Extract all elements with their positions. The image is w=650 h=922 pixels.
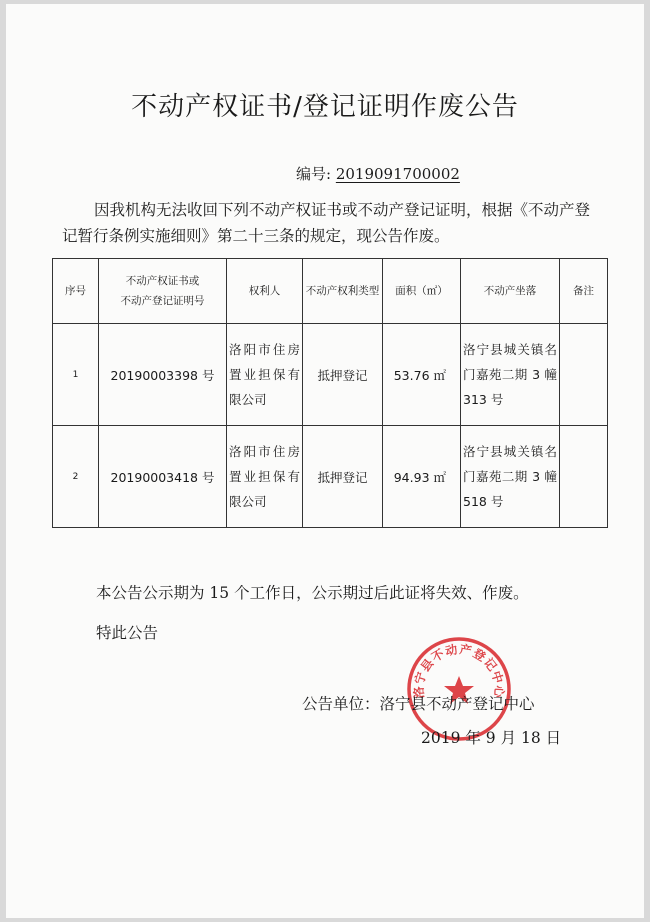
special-notice: 特此公告 [96, 624, 159, 642]
closing-paragraph: 本公告公示期为 15 个工作日，公示期过后此证将失效、作废。 [96, 584, 529, 602]
cell-type: 抵押登记 [303, 426, 383, 528]
header-no: 序号 [53, 259, 99, 324]
header-location: 不动产坐落 [461, 259, 560, 324]
cell-type: 抵押登记 [303, 324, 383, 426]
document-page [6, 4, 644, 918]
cell-cert: 20190003418 号 [99, 426, 227, 528]
table-row [53, 426, 608, 528]
header-holder: 权利人 [227, 259, 303, 324]
header-type: 不动产权利类型 [303, 259, 383, 324]
header-cert-line1: 不动产权证书或 [125, 275, 200, 287]
issue-date: 2019 年 9 月 18 日 [421, 729, 562, 747]
document-number-value: 2019091700002 [335, 165, 460, 183]
cell-remarks [560, 426, 608, 528]
header-remarks: 备注 [560, 259, 608, 324]
header-area: 面积（㎡） [383, 259, 461, 324]
intro-paragraph: 因我机构无法收回下列不动产权证书或不动产登记证明，根据《不动产登记暂行条例实施细则》第二十三条的规定，现公告作废。 [62, 201, 591, 245]
cell-no: 2 [53, 426, 99, 528]
document-number-label: 编号: [296, 165, 332, 183]
cell-location: 洛宁县城关镇名门嘉苑二期 3 幢 313 号 [461, 324, 560, 426]
void-certificate-table [52, 258, 608, 528]
document-number [296, 163, 460, 184]
header-cert-line2: 不动产登记证明号 [120, 295, 205, 307]
cell-holder: 洛阳市住房置业担保有限公司 [227, 324, 303, 426]
table-header-row [53, 259, 608, 324]
cell-location: 洛宁县城关镇名门嘉苑二期 3 幢 518 号 [461, 426, 560, 528]
header-cert [99, 259, 227, 324]
seal-text: 洛宁县不动产登记中心 [411, 642, 507, 699]
cell-holder: 洛阳市住房置业担保有限公司 [227, 426, 303, 528]
issuer-line: 公告单位：洛宁县不动产登记中心 [302, 695, 535, 713]
table-row [53, 324, 608, 426]
cell-cert: 20190003398 号 [99, 324, 227, 426]
cell-area: 94.93 ㎡ [383, 426, 461, 528]
cell-remarks [560, 324, 608, 426]
page-title: 不动产权证书/登记证明作废公告 [131, 92, 519, 122]
cell-no: 1 [53, 324, 99, 426]
cell-area: 53.76 ㎡ [383, 324, 461, 426]
